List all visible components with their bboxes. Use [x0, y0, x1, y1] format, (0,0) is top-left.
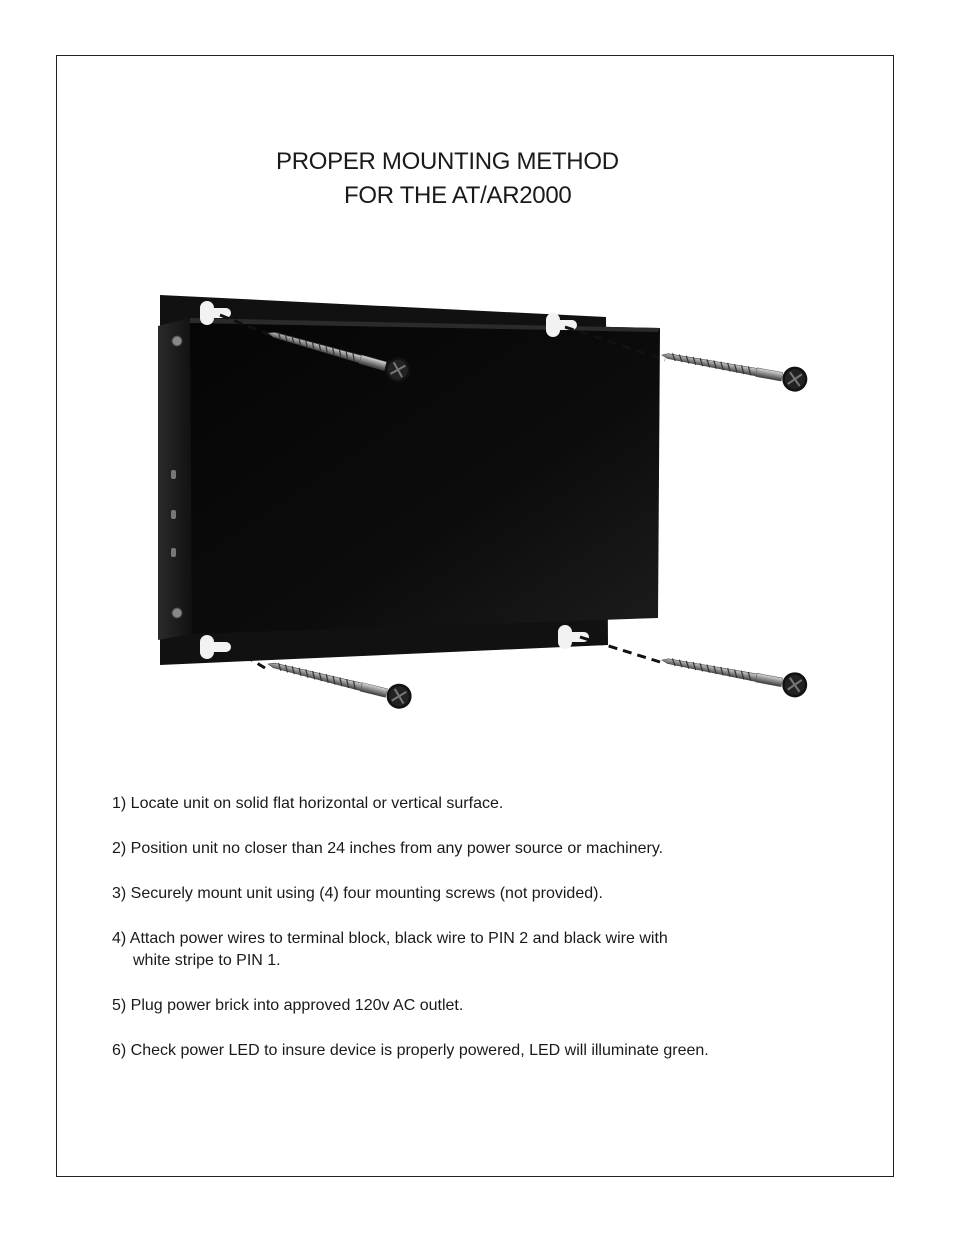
step-6: [112, 1040, 832, 1062]
step-6-text: 6) Check power LED to insure device is properly powered, LED will illuminate green.: [112, 1042, 709, 1059]
step-4-text: 4) Attach power wires to terminal block, black wire to PIN 2 and black wire with: [112, 930, 668, 947]
step-1-text: 1) Locate unit on solid flat horizontal or vertical surface.: [112, 795, 504, 812]
step-5-text: 5) Plug power brick into approved 120v AC outlet.: [112, 997, 464, 1014]
title-line-2: FOR THE AT/AR2000: [344, 182, 572, 209]
step-2: [112, 838, 832, 860]
step-2-text: 2) Position unit no closer than 24 inches from any power source or machinery.: [112, 840, 664, 857]
step-3-text: 3) Securely mount unit using (4) four mounting screws (not provided).: [112, 885, 603, 902]
step-1: [112, 793, 832, 815]
step-5: [112, 995, 832, 1017]
step-4: [112, 928, 832, 972]
step-3: [112, 883, 832, 905]
step-4-continuation: white stripe to PIN 1.: [133, 952, 281, 969]
enclosure-with-mounting-screws-icon: [140, 280, 820, 725]
title-line-1: PROPER MOUNTING METHOD: [276, 148, 619, 175]
instruction-steps: [112, 793, 832, 1085]
